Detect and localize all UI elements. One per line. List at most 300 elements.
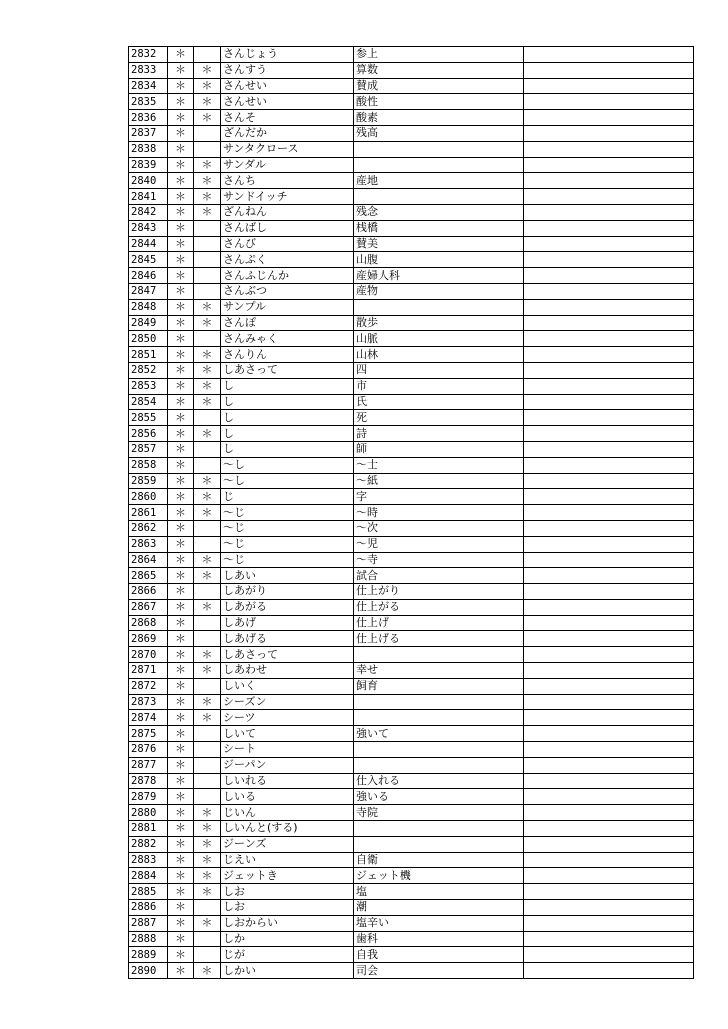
mark-cell-1: ＊ <box>168 268 194 284</box>
table-row <box>129 236 694 252</box>
reading-cell: さんぷく <box>221 252 354 268</box>
row-number-cell: 2859 <box>129 473 168 489</box>
reading-cell: しいく <box>221 678 354 694</box>
row-number-cell: 2834 <box>129 78 168 94</box>
mark-cell-2: ＊ <box>194 173 221 189</box>
table-row <box>129 378 694 394</box>
table-row <box>129 868 694 884</box>
mark-cell-2: ＊ <box>194 189 221 205</box>
kanji-cell: 強いて <box>354 726 524 742</box>
reading-cell: しいんと(する) <box>221 821 354 837</box>
reading-cell: しあさって <box>221 647 354 663</box>
note-cell <box>524 710 694 726</box>
mark-cell-1: ＊ <box>168 663 194 679</box>
reading-cell: シーズン <box>221 694 354 710</box>
mark-cell-1: ＊ <box>168 410 194 426</box>
mark-cell-2: ＊ <box>194 204 221 220</box>
mark-cell-1: ＊ <box>168 726 194 742</box>
mark-cell-1: ＊ <box>168 62 194 78</box>
row-number-cell: 2877 <box>129 757 168 773</box>
note-cell <box>524 836 694 852</box>
row-number-cell: 2871 <box>129 663 168 679</box>
row-number-cell: 2860 <box>129 489 168 505</box>
row-number-cell: 2890 <box>129 963 168 979</box>
kanji-cell: 塩 <box>354 884 524 900</box>
kanji-cell: 桟橋 <box>354 220 524 236</box>
row-number-cell: 2839 <box>129 157 168 173</box>
mark-cell-2: ＊ <box>194 647 221 663</box>
kanji-cell: 字 <box>354 489 524 505</box>
row-number-cell: 2887 <box>129 915 168 931</box>
reading-cell: し <box>221 394 354 410</box>
row-number-cell: 2843 <box>129 220 168 236</box>
reading-cell: ～じ <box>221 552 354 568</box>
reading-cell: しいれる <box>221 773 354 789</box>
table-row <box>129 78 694 94</box>
note-cell <box>524 220 694 236</box>
mark-cell-1: ＊ <box>168 204 194 220</box>
mark-cell-1: ＊ <box>168 868 194 884</box>
mark-cell-1: ＊ <box>168 694 194 710</box>
mark-cell-2 <box>194 220 221 236</box>
reading-cell: ～じ <box>221 505 354 521</box>
table-row <box>129 347 694 363</box>
table-row <box>129 141 694 157</box>
mark-cell-1: ＊ <box>168 252 194 268</box>
table-row <box>129 963 694 979</box>
reading-cell: さんじょう <box>221 47 354 63</box>
mark-cell-1: ＊ <box>168 536 194 552</box>
kanji-cell: ジェット機 <box>354 868 524 884</box>
note-cell <box>524 457 694 473</box>
row-number-cell: 2857 <box>129 441 168 457</box>
kanji-cell <box>354 821 524 837</box>
note-cell <box>524 141 694 157</box>
mark-cell-2 <box>194 283 221 299</box>
mark-cell-2 <box>194 757 221 773</box>
mark-cell-2: ＊ <box>194 710 221 726</box>
mark-cell-1: ＊ <box>168 773 194 789</box>
reading-cell: じいん <box>221 805 354 821</box>
mark-cell-1: ＊ <box>168 457 194 473</box>
table-row <box>129 726 694 742</box>
note-cell <box>524 362 694 378</box>
mark-cell-2: ＊ <box>194 836 221 852</box>
table-row <box>129 410 694 426</box>
mark-cell-1: ＊ <box>168 378 194 394</box>
note-cell <box>524 347 694 363</box>
reading-cell: しいて <box>221 726 354 742</box>
note-cell <box>524 726 694 742</box>
reading-cell: し <box>221 410 354 426</box>
note-cell <box>524 584 694 600</box>
row-number-cell: 2861 <box>129 505 168 521</box>
mark-cell-2: ＊ <box>194 394 221 410</box>
note-cell <box>524 505 694 521</box>
reading-cell: シート <box>221 742 354 758</box>
table-row <box>129 615 694 631</box>
table-row <box>129 631 694 647</box>
mark-cell-1: ＊ <box>168 315 194 331</box>
mark-cell-1: ＊ <box>168 125 194 141</box>
note-cell <box>524 236 694 252</box>
row-number-cell: 2855 <box>129 410 168 426</box>
row-number-cell: 2888 <box>129 931 168 947</box>
reading-cell: サンドイッチ <box>221 189 354 205</box>
kanji-cell: 散歩 <box>354 315 524 331</box>
reading-cell: さんぶつ <box>221 283 354 299</box>
reading-cell: さんせい <box>221 94 354 110</box>
kanji-cell: ～児 <box>354 536 524 552</box>
table-row <box>129 599 694 615</box>
table-row <box>129 283 694 299</box>
kanji-cell: 残高 <box>354 125 524 141</box>
note-cell <box>524 473 694 489</box>
mark-cell-2: ＊ <box>194 868 221 884</box>
kanji-cell <box>354 647 524 663</box>
note-cell <box>524 884 694 900</box>
mark-cell-2: ＊ <box>194 915 221 931</box>
kanji-cell: 酸素 <box>354 110 524 126</box>
mark-cell-2: ＊ <box>194 426 221 442</box>
reading-cell: しあがる <box>221 599 354 615</box>
mark-cell-1: ＊ <box>168 220 194 236</box>
mark-cell-1: ＊ <box>168 852 194 868</box>
mark-cell-1: ＊ <box>168 489 194 505</box>
reading-cell: じえい <box>221 852 354 868</box>
mark-cell-1: ＊ <box>168 505 194 521</box>
reading-cell: ジェットき <box>221 868 354 884</box>
mark-cell-2: ＊ <box>194 157 221 173</box>
row-number-cell: 2873 <box>129 694 168 710</box>
mark-cell-2: ＊ <box>194 110 221 126</box>
row-number-cell: 2868 <box>129 615 168 631</box>
note-cell <box>524 283 694 299</box>
mark-cell-2: ＊ <box>194 568 221 584</box>
mark-cell-2 <box>194 410 221 426</box>
note-cell <box>524 189 694 205</box>
mark-cell-2 <box>194 536 221 552</box>
mark-cell-2 <box>194 931 221 947</box>
row-number-cell: 2886 <box>129 900 168 916</box>
reading-cell: さんせい <box>221 78 354 94</box>
mark-cell-1: ＊ <box>168 805 194 821</box>
kanji-cell: 仕入れる <box>354 773 524 789</box>
reading-cell: しお <box>221 900 354 916</box>
reading-cell: さんち <box>221 173 354 189</box>
note-cell <box>524 331 694 347</box>
mark-cell-2 <box>194 678 221 694</box>
mark-cell-2 <box>194 252 221 268</box>
kanji-cell: 賛美 <box>354 236 524 252</box>
mark-cell-1: ＊ <box>168 173 194 189</box>
mark-cell-1: ＊ <box>168 584 194 600</box>
table-row <box>129 536 694 552</box>
row-number-cell: 2869 <box>129 631 168 647</box>
kanji-cell: 残念 <box>354 204 524 220</box>
note-cell <box>524 647 694 663</box>
kanji-cell: 幸せ <box>354 663 524 679</box>
note-cell <box>524 315 694 331</box>
note-cell <box>524 299 694 315</box>
reading-cell: さんそ <box>221 110 354 126</box>
mark-cell-2 <box>194 331 221 347</box>
mark-cell-2: ＊ <box>194 62 221 78</box>
row-number-cell: 2863 <box>129 536 168 552</box>
note-cell <box>524 947 694 963</box>
kanji-cell: 氏 <box>354 394 524 410</box>
table-row <box>129 505 694 521</box>
row-number-cell: 2837 <box>129 125 168 141</box>
row-number-cell: 2844 <box>129 236 168 252</box>
row-number-cell: 2840 <box>129 173 168 189</box>
kanji-cell: 寺院 <box>354 805 524 821</box>
row-number-cell: 2851 <box>129 347 168 363</box>
reading-cell: さんみゃく <box>221 331 354 347</box>
mark-cell-1: ＊ <box>168 678 194 694</box>
mark-cell-2 <box>194 726 221 742</box>
mark-cell-1: ＊ <box>168 157 194 173</box>
mark-cell-1: ＊ <box>168 94 194 110</box>
kanji-cell: ～紙 <box>354 473 524 489</box>
note-cell <box>524 441 694 457</box>
mark-cell-1: ＊ <box>168 236 194 252</box>
table-row <box>129 362 694 378</box>
mark-cell-1: ＊ <box>168 552 194 568</box>
mark-cell-1: ＊ <box>168 884 194 900</box>
kanji-cell: 参上 <box>354 47 524 63</box>
note-cell <box>524 489 694 505</box>
note-cell <box>524 552 694 568</box>
reading-cell: サンダル <box>221 157 354 173</box>
row-number-cell: 2883 <box>129 852 168 868</box>
mark-cell-2: ＊ <box>194 347 221 363</box>
row-number-cell: 2881 <box>129 821 168 837</box>
table-row <box>129 915 694 931</box>
row-number-cell: 2866 <box>129 584 168 600</box>
row-number-cell: 2870 <box>129 647 168 663</box>
kanji-cell: 産物 <box>354 283 524 299</box>
row-number-cell: 2833 <box>129 62 168 78</box>
kanji-cell: 司会 <box>354 963 524 979</box>
kanji-cell: 飼育 <box>354 678 524 694</box>
kanji-cell: 山林 <box>354 347 524 363</box>
table-row <box>129 710 694 726</box>
table-row <box>129 426 694 442</box>
kanji-cell: 市 <box>354 378 524 394</box>
mark-cell-1: ＊ <box>168 900 194 916</box>
mark-cell-2 <box>194 773 221 789</box>
reading-cell: ざんねん <box>221 204 354 220</box>
table-row <box>129 457 694 473</box>
mark-cell-2 <box>194 141 221 157</box>
mark-cell-2: ＊ <box>194 884 221 900</box>
kanji-cell: 仕上がる <box>354 599 524 615</box>
mark-cell-2 <box>194 742 221 758</box>
note-cell <box>524 757 694 773</box>
mark-cell-2 <box>194 457 221 473</box>
kanji-cell: 山腹 <box>354 252 524 268</box>
reading-cell: しお <box>221 884 354 900</box>
mark-cell-2: ＊ <box>194 805 221 821</box>
row-number-cell: 2865 <box>129 568 168 584</box>
vocabulary-table <box>128 46 694 979</box>
table-row <box>129 647 694 663</box>
kanji-cell <box>354 157 524 173</box>
row-number-cell: 2874 <box>129 710 168 726</box>
row-number-cell: 2876 <box>129 742 168 758</box>
note-cell <box>524 536 694 552</box>
table-row <box>129 173 694 189</box>
mark-cell-1: ＊ <box>168 347 194 363</box>
table-row <box>129 900 694 916</box>
note-cell <box>524 900 694 916</box>
table-body <box>129 47 694 979</box>
mark-cell-2: ＊ <box>194 963 221 979</box>
table-row <box>129 299 694 315</box>
reading-cell: さんすう <box>221 62 354 78</box>
row-number-cell: 2852 <box>129 362 168 378</box>
mark-cell-2 <box>194 268 221 284</box>
mark-cell-1: ＊ <box>168 141 194 157</box>
note-cell <box>524 773 694 789</box>
note-cell <box>524 852 694 868</box>
table-row <box>129 315 694 331</box>
reading-cell: さんび <box>221 236 354 252</box>
row-number-cell: 2841 <box>129 189 168 205</box>
mark-cell-1: ＊ <box>168 599 194 615</box>
kanji-cell: 産地 <box>354 173 524 189</box>
mark-cell-2 <box>194 125 221 141</box>
table-row <box>129 520 694 536</box>
table-row <box>129 663 694 679</box>
kanji-cell: 死 <box>354 410 524 426</box>
row-number-cell: 2849 <box>129 315 168 331</box>
kanji-cell <box>354 757 524 773</box>
row-number-cell: 2875 <box>129 726 168 742</box>
reading-cell: しあげ <box>221 615 354 631</box>
note-cell <box>524 252 694 268</box>
table-row <box>129 489 694 505</box>
table-row <box>129 157 694 173</box>
note-cell <box>524 520 694 536</box>
row-number-cell: 2847 <box>129 283 168 299</box>
row-number-cell: 2836 <box>129 110 168 126</box>
table-row <box>129 678 694 694</box>
reading-cell: じが <box>221 947 354 963</box>
kanji-cell: 算数 <box>354 62 524 78</box>
table-row <box>129 552 694 568</box>
row-number-cell: 2854 <box>129 394 168 410</box>
row-number-cell: 2889 <box>129 947 168 963</box>
mark-cell-1: ＊ <box>168 757 194 773</box>
kanji-cell: 仕上がり <box>354 584 524 600</box>
table-row <box>129 757 694 773</box>
row-number-cell: 2867 <box>129 599 168 615</box>
kanji-cell: 潮 <box>354 900 524 916</box>
mark-cell-1: ＊ <box>168 963 194 979</box>
note-cell <box>524 631 694 647</box>
table-row <box>129 252 694 268</box>
table-row <box>129 836 694 852</box>
reading-cell: ～し <box>221 473 354 489</box>
row-number-cell: 2872 <box>129 678 168 694</box>
mark-cell-2: ＊ <box>194 852 221 868</box>
table-row <box>129 821 694 837</box>
reading-cell: さんばし <box>221 220 354 236</box>
note-cell <box>524 599 694 615</box>
kanji-cell: 塩辛い <box>354 915 524 931</box>
table-row <box>129 884 694 900</box>
note-cell <box>524 789 694 805</box>
mark-cell-2: ＊ <box>194 378 221 394</box>
kanji-cell: 自衛 <box>354 852 524 868</box>
row-number-cell: 2879 <box>129 789 168 805</box>
mark-cell-1: ＊ <box>168 426 194 442</box>
note-cell <box>524 426 694 442</box>
kanji-cell: 仕上げ <box>354 615 524 631</box>
table-row <box>129 584 694 600</box>
reading-cell: ～じ <box>221 536 354 552</box>
kanji-cell <box>354 299 524 315</box>
kanji-cell <box>354 710 524 726</box>
reading-cell: しあい <box>221 568 354 584</box>
note-cell <box>524 78 694 94</box>
note-cell <box>524 47 694 63</box>
row-number-cell: 2850 <box>129 331 168 347</box>
reading-cell: しあげる <box>221 631 354 647</box>
reading-cell: ジーンズ <box>221 836 354 852</box>
table-row <box>129 204 694 220</box>
row-number-cell: 2856 <box>129 426 168 442</box>
table-row <box>129 694 694 710</box>
mark-cell-2 <box>194 441 221 457</box>
mark-cell-1: ＊ <box>168 283 194 299</box>
note-cell <box>524 204 694 220</box>
kanji-cell: ～時 <box>354 505 524 521</box>
mark-cell-2: ＊ <box>194 663 221 679</box>
reading-cell: ざんだか <box>221 125 354 141</box>
mark-cell-2 <box>194 789 221 805</box>
reading-cell: ～じ <box>221 520 354 536</box>
table-row <box>129 125 694 141</box>
mark-cell-2 <box>194 236 221 252</box>
reading-cell: しいる <box>221 789 354 805</box>
mark-cell-1: ＊ <box>168 568 194 584</box>
kanji-cell: 山脈 <box>354 331 524 347</box>
table-row <box>129 789 694 805</box>
row-number-cell: 2853 <box>129 378 168 394</box>
mark-cell-2: ＊ <box>194 694 221 710</box>
table-row <box>129 110 694 126</box>
note-cell <box>524 868 694 884</box>
kanji-cell <box>354 742 524 758</box>
note-cell <box>524 742 694 758</box>
table-row <box>129 742 694 758</box>
reading-cell: し <box>221 378 354 394</box>
mark-cell-1: ＊ <box>168 631 194 647</box>
row-number-cell: 2878 <box>129 773 168 789</box>
table-row <box>129 931 694 947</box>
kanji-cell: 詩 <box>354 426 524 442</box>
note-cell <box>524 268 694 284</box>
mark-cell-2: ＊ <box>194 473 221 489</box>
reading-cell: し <box>221 441 354 457</box>
kanji-cell: ～士 <box>354 457 524 473</box>
mark-cell-1: ＊ <box>168 441 194 457</box>
table-row <box>129 94 694 110</box>
reading-cell: サンプル <box>221 299 354 315</box>
